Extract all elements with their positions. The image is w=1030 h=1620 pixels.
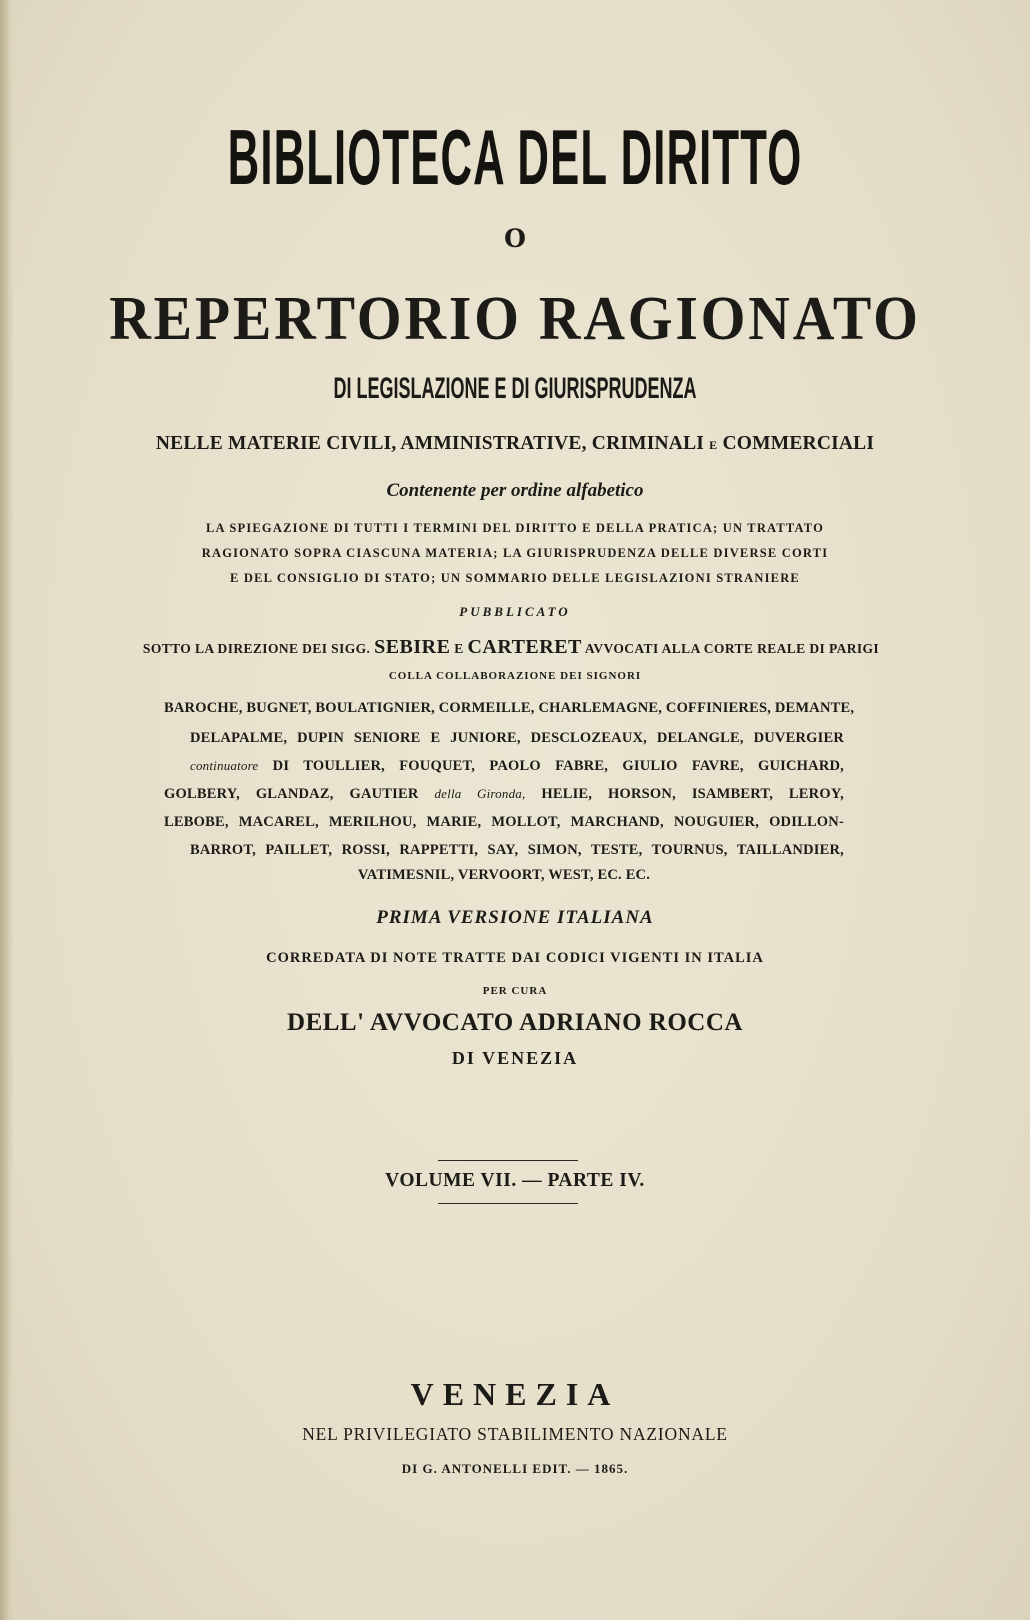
care-label: PER CURA (482, 985, 548, 997)
collaborators-line-4 (164, 786, 844, 803)
contents-line-3: E DEL CONSIGLIO DI STATO; UN SOMMARIO DELLE LEGISLAZIONI STRANIERE (230, 571, 800, 585)
matters-and: E (709, 438, 718, 452)
imprint-city: VENEZIA (410, 1376, 620, 1412)
version-heading: PRIMA VERSIONE ITALIANA (376, 907, 654, 928)
editor-name: DELL' AVVOCATO ADRIANO ROCCA (287, 1009, 743, 1036)
continuatore-label: continuatore (190, 758, 259, 773)
collaborators-line-5: LEBOBE, MACAREL, MERILHOU, MARIE, MOLLOT, MARCHAND, NOUGUIER, ODILLON- (164, 814, 844, 830)
subtitle: REPERTORIO RAGIONATO (109, 285, 921, 353)
published-label: PUBBLICATO (459, 604, 571, 619)
contents-heading: Contenente per ordine alfabetico (386, 480, 644, 501)
editor-city: DI VENEZIA (451, 1048, 579, 1068)
matters-pre: NELLE MATERIE CIVILI, AMMINISTRATIVE, CRIMINALI (155, 433, 705, 454)
volume-rule-top (438, 1160, 578, 1161)
subtitle-legislation: DI LEGISLAZIONE E DI GIURISPRUDENZA (333, 372, 697, 405)
collaborators-line-1: BAROCHE, BUGNET, BOULATIGNIER, CORMEILLE, CHARLEMAGNE, COFFINIERES, DEMANTE, (164, 700, 855, 716)
collaborators-line-6: BARROT, PAILLET, ROSSI, RAPPETTI, SAY, SIMON, TESTE, TOURNUS, TAILLANDIER, (190, 842, 844, 858)
editor-carteret: CARTERET (467, 636, 582, 658)
direction-and: E (454, 641, 464, 656)
collaborators-line-7: VATIMESNIL, VERVOORT, WEST, EC. EC. (357, 867, 651, 883)
contents-line-1: LA SPIEGAZIONE DI TUTTI I TERMINI DEL DIRITTO E DELLA PRATICA; UN TRATTATO (205, 521, 825, 535)
volume-rule-bottom (438, 1203, 578, 1204)
imprint-establishment: NEL PRIVILEGIATO STABILIMENTO NAZIONALE (302, 1424, 728, 1444)
main-title: BIBLIOTECA DEL DIRITTO (227, 113, 803, 201)
collaborators-line-3-text: DI TOULLIER, FOUQUET, PAOLO FABRE, GIULIO FAVRE, GUICHARD, (272, 758, 845, 774)
title-conjunction: O (504, 224, 526, 253)
matters-post: COMMERCIALI (722, 433, 875, 454)
direction-post: AVVOCATI ALLA CORTE REALE DI PARIGI (584, 641, 880, 656)
collaboration-label: COLLA COLLABORAZIONE DEI SIGNORI (388, 670, 642, 682)
collaborators-line-3 (190, 758, 844, 775)
direction-line (0, 636, 1026, 659)
gironda-label: della Gironda, (434, 786, 526, 801)
collaborators-line-4-pre: GOLBERY, GLANDAZ, GAUTIER (164, 786, 419, 802)
contents-line-2: RAGIONATO SOPRA CIASCUNA MATERIA; LA GIURISPRUDENZA DELLE DIVERSE CORTI (201, 546, 829, 560)
direction-pre: SOTTO LA DIREZIONE DEI SIGG. (142, 641, 371, 656)
collaborators-line-2: DELAPALME, DUPIN SENIORE E JUNIORE, DESCLOZEAUX, DELANGLE, DUVERGIER (190, 730, 844, 746)
volume-label: VOLUME VII. — PARTE IV. (385, 1170, 645, 1191)
collaborators-line-4-post: HELIE, HORSON, ISAMBERT, LEROY, (541, 786, 844, 802)
notes-line: CORREDATA DI NOTE TRATTE DAI CODICI VIGENTI IN ITALIA (266, 950, 764, 966)
imprint-publisher: DI G. ANTONELLI EDIT. — 1865. (401, 1461, 629, 1476)
subtitle-matters (0, 433, 1030, 455)
editor-sebire: SEBIRE (374, 636, 451, 658)
